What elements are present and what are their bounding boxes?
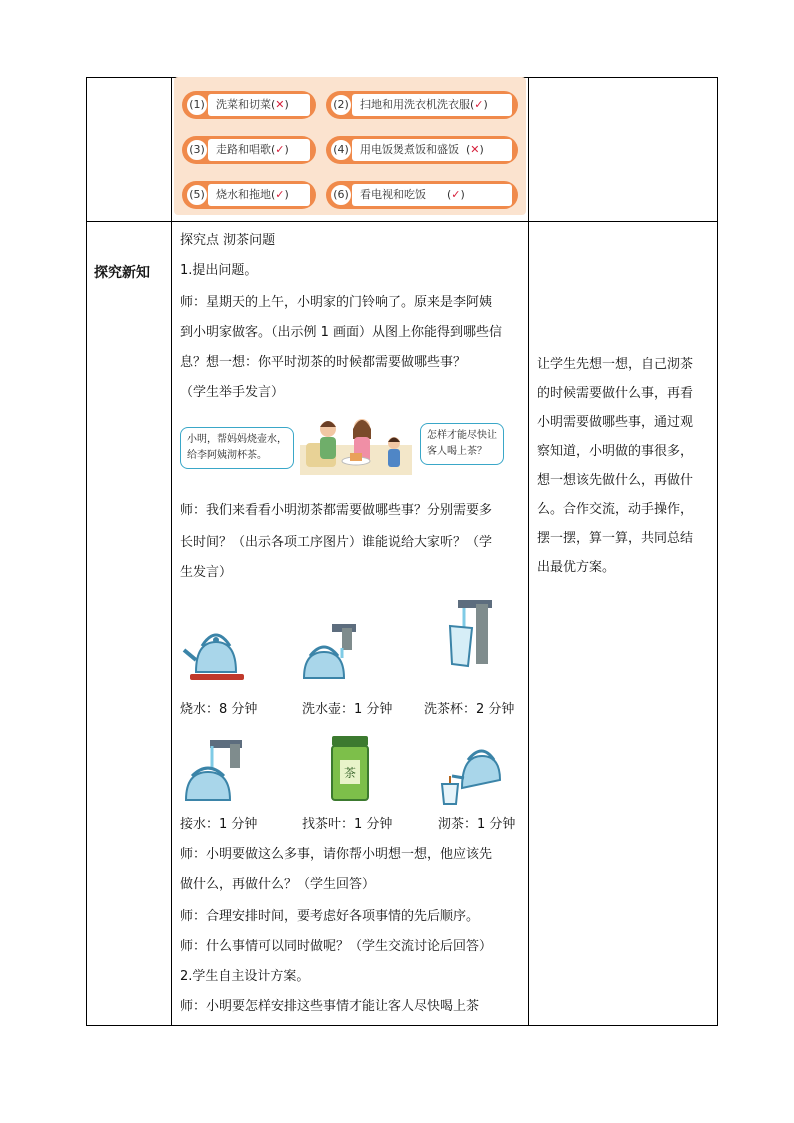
table-border-left	[86, 77, 87, 1026]
task-item: (3) 走路和唱歌(✓)	[182, 136, 316, 164]
task-item: (5) 烧水和拖地(✓)	[182, 181, 316, 209]
step-caption: 接水：1 分钟	[180, 817, 258, 832]
table-row-divider	[86, 221, 718, 222]
task-text: 洗菜和切菜	[216, 98, 271, 111]
step-heading: 1.提出问题。	[180, 263, 258, 278]
step-caption: 洗茶杯：2 分钟	[424, 702, 515, 717]
task-item: (2) 扫地和用洗衣机洗衣服(✓)	[326, 91, 518, 119]
note-line: 摆一摆，算一算，共同总结	[537, 531, 694, 546]
note-line: 让学生先想一想，自己沏茶	[537, 357, 694, 372]
task-item: (4) 用电饭煲煮饭和盛饭 (✕)	[326, 136, 518, 164]
bubble-line: 怎样才能尽快让	[427, 430, 497, 441]
task-text: 扫地和用洗衣机洗衣服	[360, 98, 470, 111]
table-border-bottom	[86, 1025, 718, 1026]
step-heading: 2.学生自主设计方案。	[180, 969, 310, 984]
fill-kettle-icon	[182, 738, 252, 808]
paragraph-line: 师：合理安排时间，要考虑好各项事情的先后顺序。	[180, 909, 480, 924]
speech-bubble-mom	[180, 427, 294, 469]
family-scene-illustration	[300, 415, 412, 475]
note-line: 么。合作交流，动手操作，	[537, 502, 694, 517]
step-caption: 洗水壶：1 分钟	[302, 702, 393, 717]
bubble-line: 客人喝上茶？	[427, 446, 487, 457]
note-line: 小明需要做哪些事，通过观	[537, 415, 694, 430]
tea-can-icon	[318, 734, 388, 804]
check-mark-icon: ✓	[275, 143, 285, 156]
bubble-line: 给李阿姨沏杯茶。	[187, 450, 267, 461]
task-item: (6) 看电视和吃饭 (✓)	[326, 181, 518, 209]
task-number: (1)	[186, 94, 208, 116]
note-line: 的时候需要做什么事，再看	[537, 386, 694, 401]
kettle-on-stove-icon	[182, 616, 252, 686]
table-border-right	[717, 77, 718, 1026]
cross-mark-icon: ✕	[470, 143, 480, 156]
paragraph-line: 师：小明要做这么多事，请你帮小明想一想，他应该先	[180, 847, 493, 862]
cross-mark-icon: ✕	[275, 98, 285, 111]
note-line: 出最优方案。	[537, 560, 616, 575]
wash-cup-icon	[428, 598, 498, 668]
task-number: (3)	[186, 139, 208, 161]
wash-kettle-icon	[298, 618, 368, 688]
task-text: 看电视和吃饭	[360, 188, 426, 201]
paragraph-line: 生发言）	[180, 565, 233, 580]
task-text: 烧水和拖地	[216, 188, 271, 201]
check-mark-icon: ✓	[474, 98, 484, 111]
check-mark-icon: ✓	[275, 188, 285, 201]
step-caption: 找茶叶：1 分钟	[302, 817, 393, 832]
task-number: (4)	[330, 139, 352, 161]
pour-tea-icon	[432, 738, 502, 808]
teaching-notes	[537, 350, 717, 582]
speech-bubble-xiaoming	[420, 423, 504, 465]
task-item: (1) 洗菜和切菜(✕)	[182, 91, 316, 119]
heading-explore-point: 探究点 沏茶问题	[180, 233, 276, 248]
paragraph-line: 师：什么事情可以同时做呢？（学生交流讨论后回答）	[180, 939, 493, 954]
check-mark-icon: ✓	[451, 188, 461, 201]
task-text: 用电饭煲煮饭和盛饭	[360, 143, 459, 156]
note-line: 察知道，小明做的事很多，	[537, 444, 694, 459]
task-text: 走路和唱歌	[216, 143, 271, 156]
paragraph-line: 师：我们来看看小明沏茶都需要做哪些事？分别需要多	[180, 503, 493, 518]
paragraph-line: 到小明家做客。（出示例 1 画面）从图上你能得到哪些信	[180, 325, 503, 340]
task-number: (6)	[330, 184, 352, 206]
task-number: (5)	[186, 184, 208, 206]
paragraph-line: 息？想一想：你平时沏茶的时候都需要做哪些事？	[180, 355, 467, 370]
section-label: 探究新知	[94, 265, 150, 281]
note-line: 想一想该先做什么，再做什	[537, 473, 694, 488]
task-number: (2)	[330, 94, 352, 116]
paragraph-line: 师：星期天的上午，小明家的门铃响了。原来是李阿姨	[180, 295, 493, 310]
svg-text:茶: 茶	[343, 766, 357, 780]
paragraph-line: 长时间？（出示各项工序图片）谁能说给大家听？（学	[180, 535, 493, 550]
bubble-line: 小明，帮妈妈烧壶水，	[187, 434, 287, 445]
table-col-divider-1	[171, 77, 172, 1026]
task-panel	[174, 77, 526, 215]
step-caption: 烧水：8 分钟	[180, 702, 258, 717]
step-caption: 沏茶：1 分钟	[438, 817, 516, 832]
paragraph-line: 做什么，再做什么？（学生回答）	[180, 877, 376, 892]
paragraph-line: 师：小明要怎样安排这些事情才能让客人尽快喝上茶	[180, 999, 480, 1014]
table-col-divider-2	[528, 77, 529, 1026]
paragraph-line: （学生举手发言）	[180, 385, 285, 400]
